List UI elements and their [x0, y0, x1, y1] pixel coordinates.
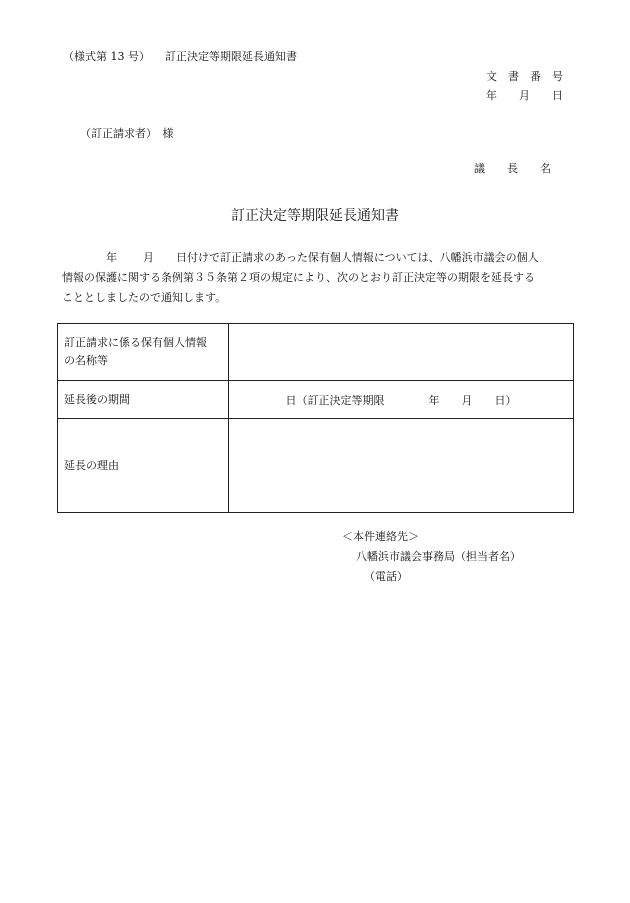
- contact-heading: ＜本件連絡先＞: [342, 530, 419, 543]
- record-name-label: [58, 324, 229, 381]
- body-line-1-text: 日付けで訂正請求のあった保有個人情報については、八幡浜市議会の個人: [176, 251, 539, 264]
- contact-phone: （電話）: [364, 570, 408, 583]
- table-row: [58, 381, 574, 419]
- form-number: （様式第 13 号）: [63, 50, 150, 63]
- extended-period-label: 延長後の期間: [58, 381, 229, 419]
- record-name-label-line-1: 訂正請求に係る保有個人情報: [64, 336, 207, 349]
- extension-reason-label: 延長の理由: [58, 419, 229, 513]
- body-line-1: [62, 248, 576, 268]
- extension-reason-value: [229, 419, 574, 513]
- addressee: （訂正請求者） 様: [80, 127, 174, 140]
- form-name: 訂正決定等期限延長通知書: [165, 50, 297, 63]
- body-paragraph: [62, 248, 576, 308]
- body-line-2: 情報の保護に関する条例第３５条第２項の規定により、次のとおり訂正決定等の期限を延長する: [62, 271, 535, 284]
- body-line-3: こととしましたので通知します。: [62, 291, 227, 304]
- sender-name: 議 長 名: [474, 162, 551, 175]
- record-name-label-line-2: の名称等: [64, 354, 108, 367]
- info-table: [57, 323, 574, 513]
- extended-period-value: 日（訂正決定等期限 年 月 日）: [229, 381, 574, 419]
- record-name-value: [229, 324, 574, 381]
- date-label: 年 月 日: [486, 89, 563, 102]
- body-month: 月: [143, 251, 154, 264]
- table-row: [58, 324, 574, 381]
- contact-organization: 八幡浜市議会事務局（担当者名）: [356, 550, 521, 563]
- table-row: [58, 419, 574, 513]
- body-year: 年: [106, 251, 117, 264]
- document-number-label: 文 書 番 号: [486, 70, 563, 83]
- page-title: 訂正決定等期限延長通知書: [231, 208, 399, 224]
